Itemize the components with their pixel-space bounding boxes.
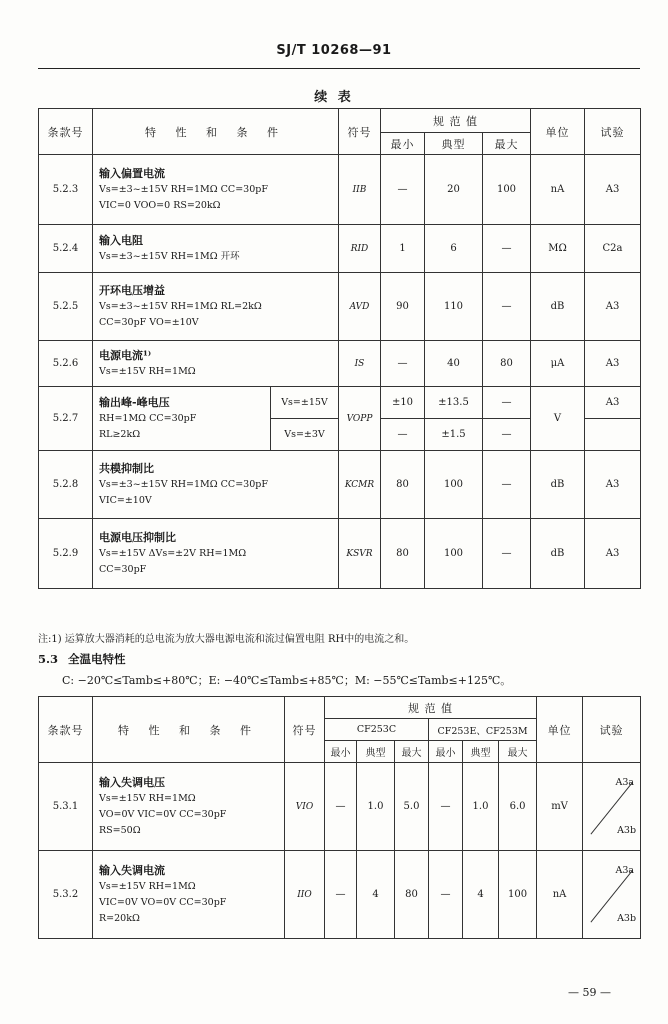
characteristic-title: 电源电流¹⁾ [99,348,152,362]
test-cell: A3 [585,341,641,387]
condition-cell [93,387,271,451]
test-cell: A3 [585,273,641,341]
characteristic-title: 共模抑制比 [99,461,154,475]
header-symbol: 符号 [285,697,325,763]
condition-line: Vs=±3~±15V RH=1MΩ CC=30pF [99,183,268,195]
header-grade-c: CF253C [325,719,429,741]
characteristic-title: 输入失调电流 [99,863,165,877]
test-method-b: A3b [617,913,637,924]
standard-code: SJ/T 10268—91 [276,43,392,58]
min-value: 80 [381,451,425,519]
header-typ: 典型 [357,741,395,763]
em-typ-value: 4 [463,851,499,939]
unit-cell: dB [531,519,585,589]
table-row [39,451,641,519]
section-number: 5.3 [38,652,59,666]
table-row [39,387,641,419]
em-min-value: — [429,763,463,851]
header-min: 最小 [381,133,425,155]
condition-line: CC=30pF [99,563,147,575]
characteristic-title: 电源电压抑制比 [99,530,176,544]
typ-value: 20 [425,155,483,225]
condition-cell [93,341,339,387]
header-min: 最小 [325,741,357,763]
condition-cell [93,763,285,851]
max-value: — [483,273,531,341]
condition-line: Vs=±3~±15V RH=1MΩ RL=2kΩ [99,300,262,312]
condition-cell [93,225,339,273]
condition-cell [93,519,339,589]
unit-cell: V [531,387,585,451]
table-row [39,155,641,225]
c-min-value: — [325,851,357,939]
max-value: 80 [483,341,531,387]
unit-cell: dB [531,451,585,519]
section-title: 全温电特性 [68,652,126,666]
max-value: — [483,387,531,419]
clause-number: 5.3.1 [39,763,93,851]
unit-cell: nA [531,155,585,225]
symbol-cell: KSVR [339,519,381,589]
header-range: 规 范 值 [325,697,537,719]
footnote: 注:1) 运算放大器消耗的总电流为放大器电源电流和流过偏置电阻 RH中的电流之和。 [38,634,415,645]
condition-line: Vs=±3~±15V RH=1MΩ 开环 [99,250,240,262]
c-max-value: 80 [395,851,429,939]
page-number: — 59 — [568,986,611,999]
header-clause: 条款号 [39,697,93,763]
clause-number: 5.2.3 [39,155,93,225]
typ-value: 40 [425,341,483,387]
header-max: 最大 [499,741,537,763]
header-clause: 条款号 [39,109,93,155]
typ-value: 110 [425,273,483,341]
c-min-value: — [325,763,357,851]
characteristic-title: 输入失调电压 [99,775,165,789]
condition-cell [93,851,285,939]
min-value: 90 [381,273,425,341]
header-grade-em: CF253E、CF253M [429,719,537,741]
table-row [39,273,641,341]
max-value: — [483,225,531,273]
condition-cell [93,273,339,341]
max-value: 100 [483,155,531,225]
condition-line: Vs=±15V ΔVs=±2V RH=1MΩ [99,547,247,559]
condition-line: RL≥2kΩ [99,428,141,440]
em-min-value: — [429,851,463,939]
header-range: 规 范 值 [381,109,531,133]
typ-value: 6 [425,225,483,273]
test-cell-split [583,763,641,851]
min-value: — [381,419,425,451]
test-method-b: A3b [617,825,637,836]
header-test: 试验 [583,697,641,763]
condition-line: R=20kΩ [99,912,140,924]
spec-table-full-temp [38,696,641,939]
em-max-value: 6.0 [499,763,537,851]
clause-number: 5.2.7 [39,387,93,451]
temperature-ranges: C: −20℃≤Tamb≤+80℃；E: −40℃≤Tamb≤+85℃；M: −55℃≤Tamb≤+125℃。 [62,674,512,687]
sub-condition: Vs=±15V [271,387,339,419]
c-typ-value: 4 [357,851,395,939]
header-test: 试验 [585,109,641,155]
characteristic-title: 开环电压增益 [99,283,165,297]
test-method-a: A3a [615,865,635,876]
sub-condition: Vs=±3V [271,419,339,451]
spec-table-continued [38,108,641,589]
header-symbol: 符号 [339,109,381,155]
typ-value: 100 [425,451,483,519]
header-max: 最大 [395,741,429,763]
table-row [39,519,641,589]
condition-line: Vs=±3~±15V RH=1MΩ CC=30pF [99,478,268,490]
symbol-cell: RID [339,225,381,273]
test-cell-empty [585,419,641,451]
typ-value: ±1.5 [425,419,483,451]
min-value: 1 [381,225,425,273]
symbol-cell: VOPP [339,387,381,451]
min-value: — [381,155,425,225]
unit-cell: dB [531,273,585,341]
header-typ: 典型 [463,741,499,763]
condition-cell [93,155,339,225]
test-cell: A3 [585,387,641,419]
unit-cell: mV [537,763,583,851]
max-value: — [483,419,531,451]
typ-value: ±13.5 [425,387,483,419]
symbol-cell: VIO [285,763,325,851]
unit-cell: MΩ [531,225,585,273]
clause-number: 5.3.2 [39,851,93,939]
em-max-value: 100 [499,851,537,939]
test-cell: A3 [585,155,641,225]
max-value: — [483,451,531,519]
table-row [39,763,641,851]
condition-line: RS=50Ω [99,824,141,836]
condition-line: RH=1MΩ CC=30pF [99,412,197,424]
test-cell: A3 [585,451,641,519]
condition-line: VIC=±10V [99,494,152,506]
symbol-cell: IIO [285,851,325,939]
clause-number: 5.2.6 [39,341,93,387]
symbol-cell: KCMR [339,451,381,519]
header-condition: 特 性 和 条 件 [93,109,339,155]
clause-number: 5.2.4 [39,225,93,273]
c-typ-value: 1.0 [357,763,395,851]
min-value: ±10 [381,387,425,419]
test-method-a: A3a [615,777,635,788]
section-heading [38,651,136,667]
symbol-cell: AVD [339,273,381,341]
header-max: 最大 [483,133,531,155]
max-value: — [483,519,531,589]
symbol-cell: IIB [339,155,381,225]
header-min: 最小 [429,741,463,763]
test-cell-split [583,851,641,939]
symbol-cell: IS [339,341,381,387]
min-value: 80 [381,519,425,589]
condition-line: VIC=0V VO=0V CC=30pF [99,896,227,908]
min-value: — [381,341,425,387]
condition-line: Vs=±15V RH=1MΩ [99,365,196,377]
clause-number: 5.2.5 [39,273,93,341]
clause-number: 5.2.9 [39,519,93,589]
condition-line: VIC=0 VOO=0 RS=20kΩ [99,199,221,211]
unit-cell: nA [537,851,583,939]
condition-line: VO=0V VIC=0V CC=30pF [99,808,227,820]
c-max-value: 5.0 [395,763,429,851]
test-cell: C2a [585,225,641,273]
header-typ: 典型 [425,133,483,155]
table-row [39,851,641,939]
condition-line: CC=30pF VO=±10V [99,316,199,328]
characteristic-title: 输入偏置电流 [99,166,165,180]
characteristic-title: 输入电阻 [99,233,143,247]
condition-line: Vs=±15V RH=1MΩ [99,792,196,804]
header-unit: 单位 [537,697,583,763]
header-unit: 单位 [531,109,585,155]
em-typ-value: 1.0 [463,763,499,851]
condition-cell [93,451,339,519]
typ-value: 100 [425,519,483,589]
condition-line: Vs=±15V RH=1MΩ [99,880,196,892]
table-row [39,341,641,387]
table-row [39,225,641,273]
characteristic-title: 输出峰-峰电压 [99,395,170,409]
header-rule [38,68,640,69]
header-condition: 特 性 和 条 件 [93,697,285,763]
clause-number: 5.2.8 [39,451,93,519]
test-cell: A3 [585,519,641,589]
continued-table-title: 续 表 [314,90,354,105]
unit-cell: μA [531,341,585,387]
